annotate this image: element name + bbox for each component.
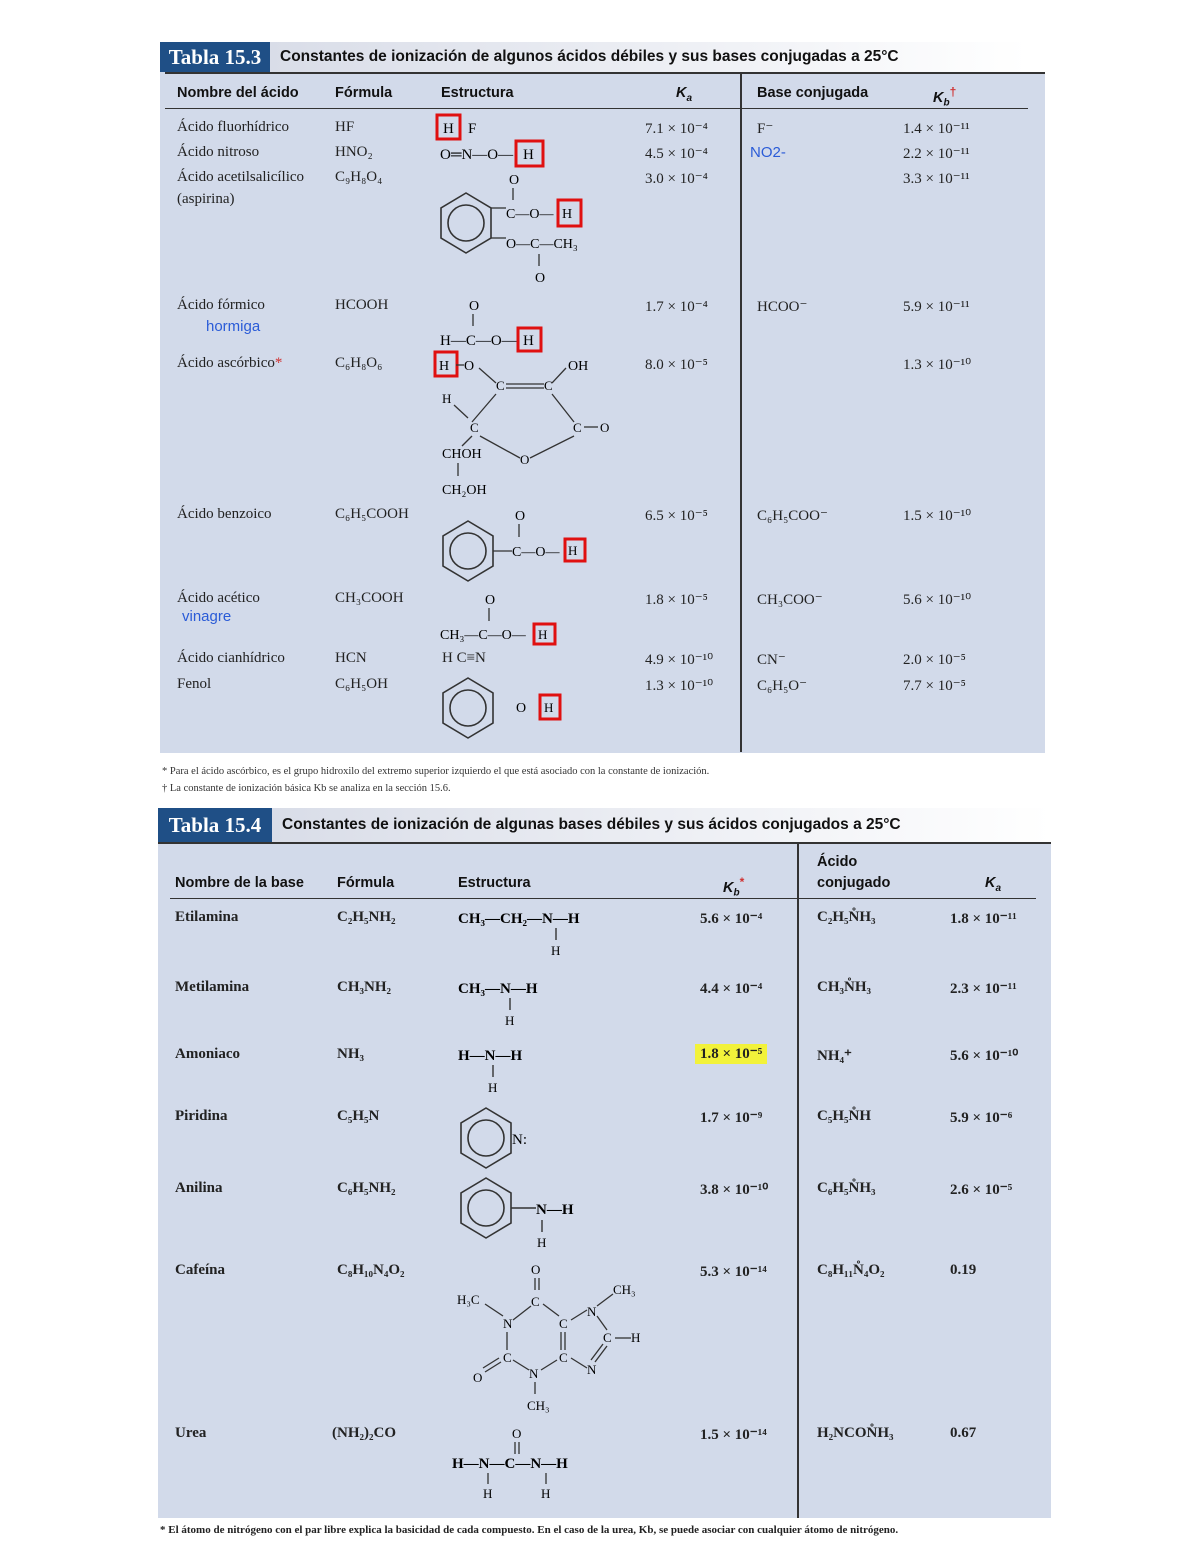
col-header-kb: $K_b^\dagger$	[933, 85, 957, 109]
col-header-conjugate-base: Base conjugada	[757, 85, 869, 101]
base-kb: 4.4 × 10⁻⁴	[700, 981, 763, 997]
table-15-4-divider	[797, 844, 799, 1518]
base-formula: C₅H₅N	[337, 1108, 380, 1124]
footnote-nitrogen: * El átomo de nitrógeno con el par libre explica la basicidad de cada compuesto. En el caso de la urea, Kb, se puede asociar con cualquier átomo de nitrógeno.	[160, 1524, 899, 1536]
methylamine-structure	[458, 970, 578, 1030]
col-header-conjugate-acid-1: Ácido	[817, 854, 858, 870]
base-name: Piridina	[175, 1108, 228, 1124]
base-kb: 1.3 × 10⁻¹⁰	[903, 357, 972, 373]
acid-ka: 7.1 × 10⁻⁴	[645, 121, 708, 137]
atom-c: C	[573, 420, 582, 435]
table-15-4-title: Constantes de ionización de algunas bases débiles y sus ácidos conjugados a 25°C	[272, 808, 1051, 842]
ch2oh-group: CH₂OH	[442, 483, 487, 498]
col-header-ka: $K_a$	[985, 875, 1002, 894]
atom-o: O	[531, 1262, 541, 1277]
acid-name: Ácido fórmico	[177, 297, 265, 313]
ethylamine-structure	[458, 900, 618, 960]
base-kb: 1.4 × 10⁻¹¹	[903, 121, 970, 137]
base-formula: (NH₂)₂CO	[332, 1425, 396, 1441]
acid-name: Ácido acetilsalicílico	[177, 169, 305, 185]
acid-ka: 5.6 × 10⁻¹⁰	[950, 1048, 1019, 1064]
atom-h: H	[541, 1486, 551, 1501]
acid-ka: 3.0 × 10⁻⁴	[645, 171, 708, 187]
atom-h: H	[483, 1486, 493, 1501]
col-header-formula: Fórmula	[337, 875, 395, 891]
formic-structure	[440, 293, 550, 353]
acid-formula: HCN	[335, 650, 367, 666]
base-kb: 1.5 × 10⁻¹⁴	[700, 1427, 767, 1443]
acid-name: Ácido nitroso	[177, 144, 260, 160]
atom-o: O	[516, 701, 527, 716]
base-name: Amoniaco	[175, 1046, 240, 1062]
atom-c: C	[559, 1316, 568, 1331]
conjugate-base: CH₃COO⁻	[757, 592, 823, 608]
base-kb: 1.7 × 10⁻⁹	[700, 1110, 763, 1126]
conjugate-base-note: NO2-	[750, 144, 786, 161]
base-formula: CH₃NH₂	[337, 979, 391, 995]
atom-h: H	[544, 700, 554, 715]
acid-ka: 2.3 × 10⁻¹¹	[950, 981, 1017, 997]
pyridine-nitrogen: N:	[512, 1132, 527, 1148]
acid-note: vinagre	[182, 608, 232, 625]
atom-h: H	[523, 333, 534, 349]
pyridine-structure	[456, 1106, 556, 1170]
atom-n: N	[587, 1304, 597, 1319]
atom-h: H	[523, 147, 534, 163]
acid-ka: 4.5 × 10⁻⁴	[645, 146, 708, 162]
atom-o: O	[600, 420, 610, 435]
table-15-4-header	[158, 808, 1051, 842]
aspirin-structure	[436, 168, 606, 288]
col-header-kb: $K_b^*$	[723, 875, 745, 899]
conjugate-base: F⁻	[757, 121, 774, 137]
acid-ka: 2.6 × 10⁻⁵	[950, 1182, 1013, 1198]
atom-c: C	[603, 1330, 612, 1345]
base-kb: 2.0 × 10⁻⁵	[903, 652, 966, 668]
table-15-3-header	[160, 42, 1028, 72]
atom-c: C	[544, 378, 553, 393]
base-formula: NH₃	[337, 1046, 364, 1062]
table-15-4-top-rule	[158, 842, 1051, 844]
ethylamine-chain: CH₃—CH₂—N—H	[458, 911, 580, 927]
atom-f: F	[468, 121, 477, 137]
atom-h: H	[488, 1080, 498, 1095]
acid-name-alt: (aspirina)	[177, 191, 235, 207]
ammonia-chain: H—N—H	[458, 1048, 523, 1064]
acetic-structure	[440, 588, 560, 648]
atom-o: O	[473, 1370, 483, 1385]
acid-name: Ácido fluorhídrico	[177, 119, 290, 135]
acid-formula: HNO₂	[335, 144, 373, 160]
atom-h: H	[538, 627, 548, 642]
base-name: Urea	[175, 1425, 207, 1441]
atom-n: N	[503, 1316, 513, 1331]
table-15-3-divider	[740, 74, 742, 752]
acid-ka: 1.7 × 10⁻⁴	[645, 299, 708, 315]
atom-h: H	[551, 943, 561, 958]
benzoic-chain: C—O—	[512, 545, 560, 560]
acid-ka: 0.67	[950, 1425, 977, 1441]
base-name: Metilamina	[175, 979, 250, 995]
atom-h: H	[537, 1235, 547, 1250]
col-header-structure: Estructura	[458, 875, 531, 891]
atom-h: H	[442, 391, 452, 406]
acid-ka: 1.8 × 10⁻¹¹	[950, 911, 1017, 927]
base-formula: C₆H₅NH₂	[337, 1180, 396, 1196]
acid-formula: HCOOH	[335, 297, 389, 313]
ch3-group: CH₃	[613, 1282, 636, 1297]
base-formula: C₈H₁₀N₄O₂	[337, 1262, 405, 1278]
conjugate-acid: CH₃N̊H₃	[817, 979, 871, 995]
acid-name: Fenol	[177, 676, 212, 692]
atom-o: O	[485, 593, 496, 608]
acetic-chain: CH₃—C—O—	[440, 628, 526, 643]
atom-o: O	[512, 1426, 522, 1441]
atom-c: C	[470, 420, 479, 435]
ester-fragment: O—C—CH₃	[506, 237, 578, 252]
atom-c: C	[559, 1350, 568, 1365]
atom-o: O	[535, 271, 546, 286]
atom-h: H	[562, 207, 573, 222]
col-header-base-name: Nombre de la base	[175, 875, 304, 891]
acid-formula: C₆H₅OH	[335, 676, 388, 692]
col-header-formula: Fórmula	[335, 85, 393, 101]
atom-h: H	[443, 121, 454, 137]
acid-note: hormiga	[206, 318, 261, 335]
cooh-fragment: C—O—	[506, 207, 554, 222]
conjugate-acid: NH₄⁺	[817, 1048, 852, 1064]
acid-formula: C₆H₅COOH	[335, 506, 409, 522]
table-15-3-header-rule	[165, 108, 1028, 109]
atom-o: O	[520, 452, 530, 467]
acid-ka: 6.5 × 10⁻⁵	[645, 508, 708, 524]
acid-ka: 8.0 × 10⁻⁵	[645, 357, 708, 373]
acid-ka: 0.19	[950, 1262, 977, 1278]
formic-chain: H—C—O—	[440, 333, 517, 349]
base-kb: 5.9 × 10⁻¹¹	[903, 299, 970, 315]
table-15-3-top-rule	[165, 72, 1045, 74]
urea-chain: H—N—C—N—H	[452, 1456, 568, 1472]
ammonia-structure	[458, 1037, 558, 1097]
acid-ka: 4.9 × 10⁻¹⁰	[645, 652, 714, 668]
benzoic-structure	[438, 504, 598, 584]
atom-o: O	[509, 173, 520, 188]
acid-ka: 5.9 × 10⁻⁶	[950, 1110, 1013, 1126]
base-kb-highlighted: 1.8 × 10⁻⁵	[695, 1044, 767, 1063]
conjugate-acid: C₈H₁₁N̊₄O₂	[817, 1262, 885, 1278]
aniline-amine: N—H	[536, 1202, 574, 1218]
base-formula: C₂H₅NH₂	[337, 909, 396, 925]
hno2-chain: O═N—O—	[440, 147, 514, 163]
conjugate-acid: C₆H₅N̊H₃	[817, 1180, 876, 1196]
table-15-3-title: Constantes de ionización de algunos ácidos débiles y sus bases conjugadas a 25°C	[270, 42, 1028, 72]
col-header-conjugate-acid-2: conjugado	[817, 875, 891, 891]
atom-o: O	[515, 509, 526, 524]
ascorbic-structure	[434, 350, 624, 500]
base-kb: 5.6 × 10⁻¹⁰	[903, 592, 972, 608]
hcn-structure: H C≡N	[442, 650, 486, 666]
base-kb: 5.6 × 10⁻⁴	[700, 911, 763, 927]
acid-formula: C₉H₈O₄	[335, 169, 383, 185]
choh-group: CHOH	[442, 447, 482, 462]
atom-n: N	[529, 1366, 539, 1381]
phenol-structure	[438, 676, 568, 740]
conjugate-base: C₆H₅O⁻	[757, 678, 808, 694]
conjugate-acid: C₅H₅N̊H	[817, 1108, 871, 1124]
atom-o: O	[464, 359, 475, 374]
conjugate-acid: C₂H₅N̊H₃	[817, 909, 876, 925]
base-name: Anilina	[175, 1180, 223, 1196]
base-kb: 3.3 × 10⁻¹¹	[903, 171, 970, 187]
urea-structure	[452, 1422, 602, 1502]
atom-c: C	[503, 1350, 512, 1365]
atom-c: C	[531, 1294, 540, 1309]
acid-name: Ácido ascórbico*	[177, 355, 283, 371]
conjugate-acid: H₂NCON̊H₃	[817, 1425, 894, 1441]
base-name: Cafeína	[175, 1262, 225, 1278]
acid-name: Ácido cianhídrico	[177, 650, 285, 666]
caffeine-structure	[455, 1258, 655, 1418]
ch3-group: CH₃	[527, 1398, 550, 1413]
acid-formula: CH₃COOH	[335, 590, 404, 606]
base-name: Etilamina	[175, 909, 239, 925]
h3c-group: H₃C	[457, 1292, 480, 1307]
atom-n: N	[587, 1362, 597, 1377]
col-header-structure: Estructura	[441, 85, 514, 101]
col-header-ka: $K_a$	[676, 85, 693, 104]
base-kb: 3.8 × 10⁻¹⁰	[700, 1182, 769, 1198]
atom-h: H	[439, 359, 450, 374]
base-kb: 7.7 × 10⁻⁵	[903, 678, 966, 694]
acid-formula: C₆H₈O₆	[335, 355, 383, 371]
conjugate-base: CN⁻	[757, 652, 786, 668]
base-kb: 2.2 × 10⁻¹¹	[903, 146, 970, 162]
atom-o: O	[469, 299, 480, 314]
footnote-kb: † La constante de ionización básica Kb se analiza en la sección 15.6.	[162, 783, 451, 794]
atom-h: H	[568, 543, 578, 558]
table-15-4-number: Tabla 15.4	[158, 808, 272, 842]
atom-c: C	[496, 378, 505, 393]
conjugate-base: C₆H₅COO⁻	[757, 508, 828, 524]
acid-formula: HF	[335, 119, 355, 135]
hf-structure	[436, 114, 496, 142]
aniline-structure	[456, 1176, 596, 1256]
acid-ka: 1.3 × 10⁻¹⁰	[645, 678, 714, 694]
acid-name: Ácido acético	[177, 590, 260, 606]
base-kb: 5.3 × 10⁻¹⁴	[700, 1264, 767, 1280]
conjugate-base: HCOO⁻	[757, 299, 808, 315]
acid-ka: 1.8 × 10⁻⁵	[645, 592, 708, 608]
oh-group: OH	[568, 359, 589, 374]
methylamine-chain: CH₃—N—H	[458, 981, 538, 997]
atom-h: H	[505, 1013, 515, 1028]
c-h-fragment: H	[631, 1330, 641, 1345]
hno2-structure	[440, 140, 550, 170]
col-header-acid-name: Nombre del ácido	[177, 85, 299, 101]
table-15-4-header-rule	[170, 898, 1036, 899]
footnote-ascorbic: * Para el ácido ascórbico, es el grupo hidroxilo del extremo superior izquierdo el que está asociado con la constante de ionización.	[162, 766, 710, 777]
base-kb: 1.5 × 10⁻¹⁰	[903, 508, 972, 524]
table-15-3-number: Tabla 15.3	[160, 42, 270, 72]
acid-name: Ácido benzoico	[177, 506, 272, 522]
